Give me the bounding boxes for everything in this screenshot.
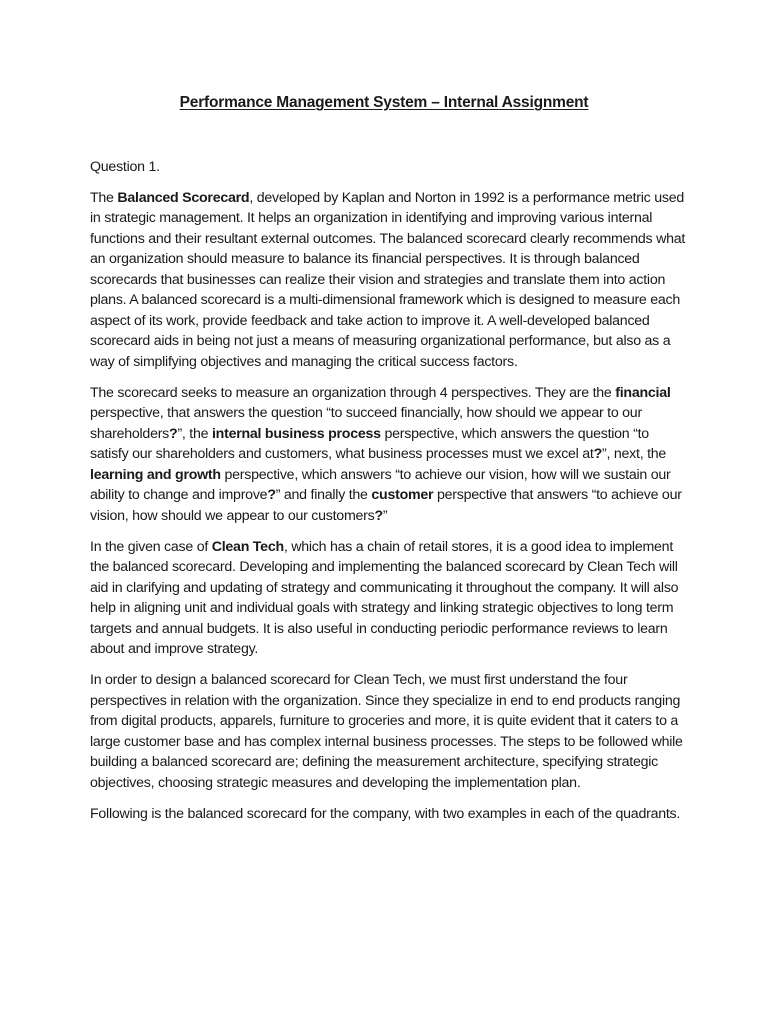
- question-label: Question 1.: [90, 159, 160, 175]
- paragraph-scorecard-lead-in: Following is the balanced scorecard for the company, with two examples in each of the quadrants.: [90, 805, 681, 822]
- bold-mark: ?: [169, 425, 178, 442]
- paragraph-clean-tech-case: [90, 537, 688, 660]
- bold-mark: ?: [593, 446, 603, 462]
- bold-term: Clean Tech: [211, 538, 284, 555]
- text-run: ” and finally the: [275, 487, 372, 503]
- text-run: ”: [382, 507, 388, 524]
- text-run: ”, next, the: [602, 446, 667, 462]
- text-run: perspective, which answers “to achieve our vision, how will we sustain our ability to change and improve: [90, 466, 671, 503]
- bold-term: learning and growth: [90, 466, 221, 483]
- bold-term: internal business process: [211, 425, 381, 442]
- text-run: The: [90, 189, 118, 206]
- text-run: , developed by Kaplan and Norton in 1992 is a performance metric used in strategic management. It helps an organization in identifying and improving various internal functions and their resultant external outcomes. The balanced scorecard clearly recommends what an organization should measure to balance its financial perspectives. It is through balanced scorecards that businesses can realize their vision and strategies and translate them into action plans. A balanced scorecard is a multi-dimensional framework which is designed to measure each aspect of its work, provide feedback and take action to improve it. A well-developed balanced scorecard aids in being not just a means of measuring organizational performance, but also as a way of simplifying objectives and managing the critical success factors.: [90, 189, 686, 370]
- bold-term: Balanced Scorecard: [117, 189, 250, 206]
- bold-term: customer: [371, 487, 434, 503]
- bold-mark: ?: [267, 487, 276, 503]
- text-run: , which has a chain of retail stores, it is a good idea to implement the balanced scorecard. Developing and implementing the balanced scorecard by Clean Tech will aid in clarifying and updating of strategy and communicating it throughout the company. It will also help in aligning unit and individual goals with strategy and linking strategic objectives to long term targets and annual budgets. It is also useful in conducting periodic performance reviews to learn about and improve strategy.: [90, 538, 679, 657]
- text-run: perspective, that answers the question “to succeed financially, how should we appear to our shareholders: [90, 405, 642, 442]
- bold-term: financial: [615, 384, 671, 401]
- document-body: [90, 157, 688, 835]
- text-run: The scorecard seeks to measure an organization through 4 perspectives. They are the: [90, 384, 616, 401]
- document-title: Performance Management System – Internal Assignment: [179, 94, 589, 111]
- paragraph-four-perspectives: [90, 383, 688, 527]
- paragraph-design-steps: In order to design a balanced scorecard for Clean Tech, we must first understand the four perspectives in relation with the organization. Since they specialize in end to end products ranging from digital products, apparels, furniture to groceries and more, it is quite evident that it caters to a large customer base and has complex internal business processes. The steps to be followed while building a balanced scorecard are; defining the measurement architecture, specifying strategic objectives, choosing strategic measures and developing the implementation plan.: [90, 672, 683, 791]
- text-run: ”, the: [177, 425, 212, 442]
- text-run: perspective that answers “to achieve our vision, how should we appear to our customers: [90, 487, 682, 524]
- text-run: perspective, which answers the question “to satisfy our shareholders and customers, what business processes must we excel at: [90, 425, 649, 462]
- bold-mark: ?: [374, 507, 383, 524]
- paragraph-balanced-scorecard-intro: [90, 188, 688, 373]
- text-run: In the given case of: [90, 538, 212, 555]
